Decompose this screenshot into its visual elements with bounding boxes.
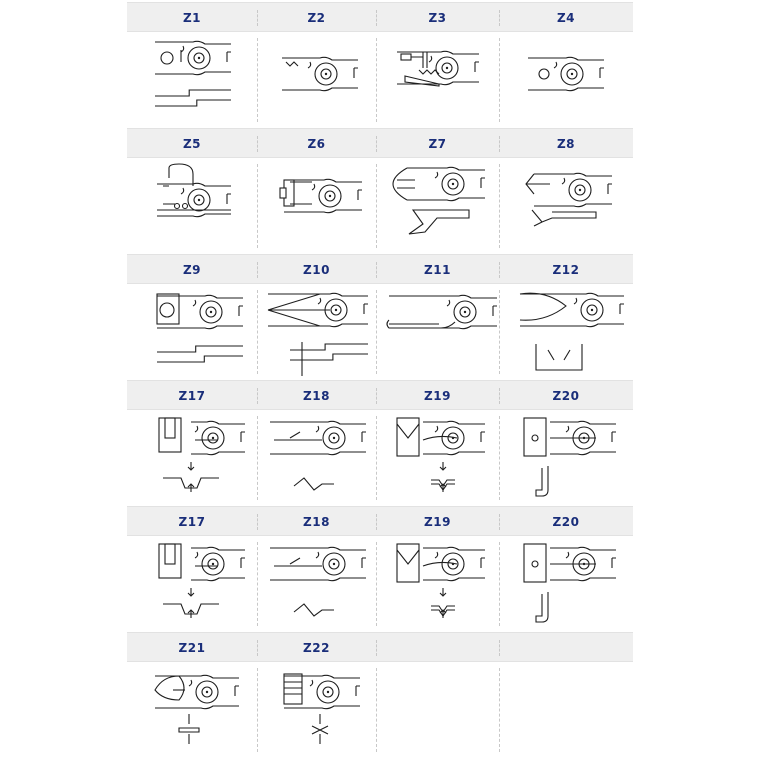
- column-separator: [376, 514, 377, 530]
- tool-code-label: Z12: [552, 263, 580, 277]
- tool-code-label: Z19: [424, 515, 451, 529]
- tool-head-drawing-z11: [379, 286, 497, 382]
- tool-head-drawing-z7: [379, 160, 497, 256]
- tool-head-drawing-z19: [379, 412, 497, 508]
- tool-head-drawing-z4: [506, 34, 626, 130]
- tool-code-label: Z7: [428, 137, 447, 151]
- tool-head-drawing-z5: [133, 160, 251, 256]
- tool-code-label: Z20: [552, 389, 580, 403]
- tool-head-drawing-z10: [260, 286, 374, 382]
- tool-code-label: Z8: [556, 137, 576, 151]
- row-images: [127, 284, 633, 380]
- tool-code-label: Z22: [303, 641, 330, 655]
- column-separator: [499, 38, 500, 122]
- row-images: [127, 536, 633, 632]
- tool-code-label: Z3: [428, 11, 447, 25]
- column-separator: [499, 10, 500, 26]
- column-separator: [376, 262, 377, 278]
- tool-code-label: [499, 633, 633, 663]
- tool-head-drawing-z8: [506, 160, 626, 256]
- column-separator: [499, 164, 500, 248]
- tool-code-label: Z21: [178, 641, 206, 655]
- tool-code-label: [376, 633, 499, 663]
- tool-code-label: Z11: [424, 263, 451, 277]
- column-separator: [499, 136, 500, 152]
- column-separator: [376, 388, 377, 404]
- tool-code-label: Z5: [182, 137, 202, 151]
- tool-head-drawing-z1: [133, 34, 251, 130]
- tool-code-label: Z18: [303, 515, 330, 529]
- column-separator: [376, 668, 377, 752]
- column-separator: [499, 640, 500, 656]
- column-separator: [257, 10, 258, 26]
- column-separator: [257, 38, 258, 122]
- tool-head-drawing-z21: [133, 664, 251, 760]
- column-separator: [376, 542, 377, 626]
- row-header: [127, 632, 633, 662]
- tool-head-drawing-z18: [260, 412, 374, 508]
- row-images: [127, 32, 633, 128]
- column-separator: [257, 640, 258, 656]
- row-header: [127, 254, 633, 284]
- tool-code-label: Z17: [178, 389, 206, 403]
- column-separator: [257, 262, 258, 278]
- row-header: [127, 2, 633, 32]
- tool-head-drawing-z9: [133, 286, 251, 382]
- tool-head-drawing-z17: [133, 538, 251, 634]
- column-separator: [376, 164, 377, 248]
- tool-code-label: Z4: [556, 11, 576, 25]
- tool-code-label: Z9: [182, 263, 202, 277]
- tool-code-label: Z18: [303, 389, 330, 403]
- column-separator: [376, 10, 377, 26]
- column-separator: [499, 262, 500, 278]
- tool-head-drawing-z20: [506, 538, 626, 634]
- tool-code-label: Z6: [307, 137, 326, 151]
- column-separator: [257, 668, 258, 752]
- column-separator: [499, 542, 500, 626]
- column-separator: [499, 668, 500, 752]
- row-images: [127, 662, 633, 758]
- column-separator: [257, 136, 258, 152]
- column-separator: [376, 290, 377, 374]
- tool-head-drawing-z17: [133, 412, 251, 508]
- tool-head-drawing-z3: [379, 34, 497, 130]
- row-header: [127, 128, 633, 158]
- column-separator: [499, 514, 500, 530]
- tool-code-label: Z19: [424, 389, 451, 403]
- tool-head-drawing-z22: [260, 664, 374, 760]
- tool-head-drawing-z19: [379, 538, 497, 634]
- column-separator: [257, 388, 258, 404]
- column-separator: [376, 640, 377, 656]
- tool-code-label: Z17: [178, 515, 206, 529]
- tool-code-label: Z1: [182, 11, 202, 25]
- column-separator: [257, 514, 258, 530]
- column-separator: [499, 290, 500, 374]
- column-separator: [376, 416, 377, 500]
- column-separator: [499, 388, 500, 404]
- column-separator: [376, 38, 377, 122]
- tool-code-label: Z10: [303, 263, 330, 277]
- column-separator: [257, 290, 258, 374]
- tool-head-drawing-z20: [506, 412, 626, 508]
- tool-head-drawing-z18: [260, 538, 374, 634]
- row-images: [127, 158, 633, 254]
- tool-head-drawing-z12: [506, 286, 626, 382]
- column-separator: [499, 416, 500, 500]
- column-separator: [376, 136, 377, 152]
- column-separator: [257, 164, 258, 248]
- tool-head-drawing-z6: [260, 160, 374, 256]
- tool-code-label: Z2: [307, 11, 326, 25]
- column-separator: [257, 542, 258, 626]
- column-separator: [257, 416, 258, 500]
- tool-head-drawing-z2: [260, 34, 374, 130]
- row-header: [127, 506, 633, 536]
- row-images: [127, 410, 633, 506]
- row-header: [127, 380, 633, 410]
- tool-code-label: Z20: [552, 515, 580, 529]
- tool-head-grid: [127, 2, 633, 758]
